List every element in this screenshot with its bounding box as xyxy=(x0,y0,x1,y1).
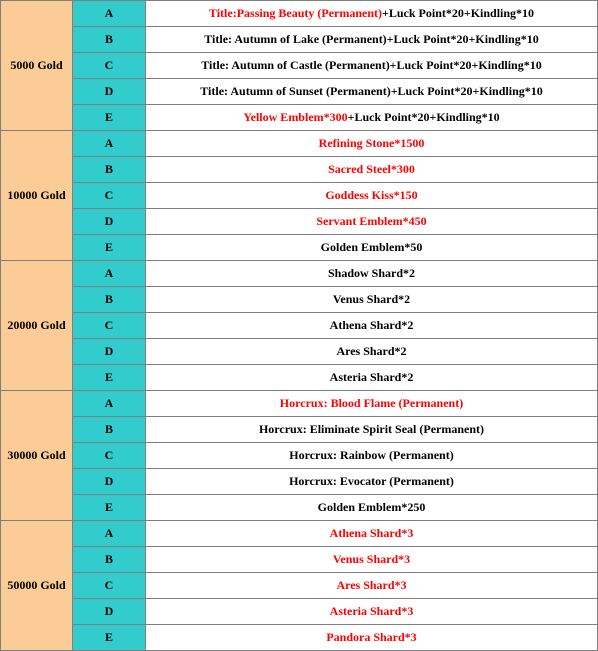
reward-description xyxy=(146,1,598,27)
table-row xyxy=(1,599,598,625)
reward-text: Venus Shard*2 xyxy=(332,292,411,306)
table-row xyxy=(1,131,598,157)
table-row xyxy=(1,287,598,313)
reward-description xyxy=(146,625,598,651)
reward-text-highlight: Yellow Emblem*300 xyxy=(243,110,348,124)
table-row xyxy=(1,1,598,27)
reward-text-highlight: Ares Shard*3 xyxy=(336,578,407,592)
option-letter: C xyxy=(73,53,146,79)
table-row xyxy=(1,495,598,521)
reward-text: Asteria Shard*2 xyxy=(329,370,414,384)
reward-description xyxy=(146,235,598,261)
reward-description xyxy=(146,27,598,53)
reward-description xyxy=(146,547,598,573)
reward-text: +Luck Point*20+Kindling*10 xyxy=(347,110,500,124)
option-letter: E xyxy=(73,495,146,521)
reward-table-body xyxy=(1,1,598,651)
reward-description xyxy=(146,599,598,625)
table-row xyxy=(1,391,598,417)
reward-description xyxy=(146,469,598,495)
option-letter: B xyxy=(73,27,146,53)
option-letter: A xyxy=(73,391,146,417)
reward-description xyxy=(146,209,598,235)
reward-text: Horcrux: Evocator (Permanent) xyxy=(289,474,454,488)
option-letter: E xyxy=(73,625,146,651)
reward-text-highlight: Asteria Shard*3 xyxy=(329,604,414,618)
option-letter: D xyxy=(73,79,146,105)
option-letter: A xyxy=(73,261,146,287)
option-letter: A xyxy=(73,521,146,547)
option-letter: C xyxy=(73,443,146,469)
reward-text: Golden Emblem*50 xyxy=(320,240,423,254)
reward-description xyxy=(146,417,598,443)
table-row xyxy=(1,339,598,365)
table-row xyxy=(1,547,598,573)
table-row xyxy=(1,53,598,79)
reward-description xyxy=(146,521,598,547)
reward-text-highlight: Horcrux: Blood Flame (Permanent) xyxy=(279,396,464,410)
table-row xyxy=(1,27,598,53)
reward-text: Horcrux: Eliminate Spirit Seal (Permanent) xyxy=(258,422,485,436)
reward-text: Athena Shard*2 xyxy=(329,318,414,332)
reward-description xyxy=(146,443,598,469)
reward-description xyxy=(146,105,598,131)
tier-cost-label: 30000 Gold xyxy=(1,391,73,521)
table-row xyxy=(1,105,598,131)
option-letter: C xyxy=(73,313,146,339)
table-row xyxy=(1,235,598,261)
table-row xyxy=(1,443,598,469)
reward-description xyxy=(146,365,598,391)
reward-text-highlight: Athena Shard*3 xyxy=(329,526,414,540)
table-row xyxy=(1,313,598,339)
reward-text: Horcrux: Rainbow (Permanent) xyxy=(289,448,454,462)
option-letter: D xyxy=(73,209,146,235)
option-letter: C xyxy=(73,573,146,599)
table-row xyxy=(1,365,598,391)
option-letter: C xyxy=(73,183,146,209)
reward-text: Ares Shard*2 xyxy=(336,344,407,358)
reward-description xyxy=(146,261,598,287)
option-letter: B xyxy=(73,547,146,573)
reward-text-highlight: Servant Emblem*450 xyxy=(316,214,427,228)
option-letter: B xyxy=(73,157,146,183)
option-letter: E xyxy=(73,105,146,131)
option-letter: E xyxy=(73,235,146,261)
reward-text-highlight: Venus Shard*3 xyxy=(332,552,411,566)
reward-description xyxy=(146,157,598,183)
reward-description xyxy=(146,313,598,339)
reward-text-highlight: Refining Stone*1500 xyxy=(318,136,425,150)
table-row xyxy=(1,625,598,651)
reward-text: Shadow Shard*2 xyxy=(327,266,416,280)
reward-description xyxy=(146,131,598,157)
tier-cost-label: 5000 Gold xyxy=(1,1,73,131)
table-row xyxy=(1,521,598,547)
reward-description xyxy=(146,79,598,105)
reward-description xyxy=(146,183,598,209)
option-letter: D xyxy=(73,339,146,365)
reward-text-highlight: Sacred Steel*300 xyxy=(328,162,415,176)
table-row xyxy=(1,209,598,235)
reward-text-highlight: Goddess Kiss*150 xyxy=(325,188,418,202)
reward-text-highlight: Title:Passing Beauty (Permanent) xyxy=(208,6,383,20)
table-row xyxy=(1,79,598,105)
option-letter: E xyxy=(73,365,146,391)
reward-text: +Luck Point*20+Kindling*10 xyxy=(382,6,535,20)
table-row xyxy=(1,469,598,495)
reward-text: Title: Autumn of Castle (Permanent)+Luck Point*20+Kindling*10 xyxy=(201,58,542,72)
option-letter: D xyxy=(73,469,146,495)
reward-text-highlight: Pandora Shard*3 xyxy=(326,630,417,644)
option-letter: D xyxy=(73,599,146,625)
table-row xyxy=(1,417,598,443)
reward-description xyxy=(146,391,598,417)
reward-description xyxy=(146,339,598,365)
option-letter: B xyxy=(73,417,146,443)
table-row xyxy=(1,573,598,599)
reward-text: Title: Autumn of Sunset (Permanent)+Luck Point*20+Kindling*10 xyxy=(200,84,543,98)
reward-description xyxy=(146,573,598,599)
tier-cost-label: 20000 Gold xyxy=(1,261,73,391)
reward-description xyxy=(146,495,598,521)
tier-cost-label: 50000 Gold xyxy=(1,521,73,651)
option-letter: A xyxy=(73,1,146,27)
table-row xyxy=(1,157,598,183)
table-row xyxy=(1,183,598,209)
reward-text: Title: Autumn of Lake (Permanent)+Luck Point*20+Kindling*10 xyxy=(204,32,539,46)
reward-text: Golden Emblem*250 xyxy=(317,500,426,514)
reward-description xyxy=(146,287,598,313)
reward-description xyxy=(146,53,598,79)
option-letter: A xyxy=(73,131,146,157)
option-letter: B xyxy=(73,287,146,313)
tier-cost-label: 10000 Gold xyxy=(1,131,73,261)
table-row xyxy=(1,261,598,287)
